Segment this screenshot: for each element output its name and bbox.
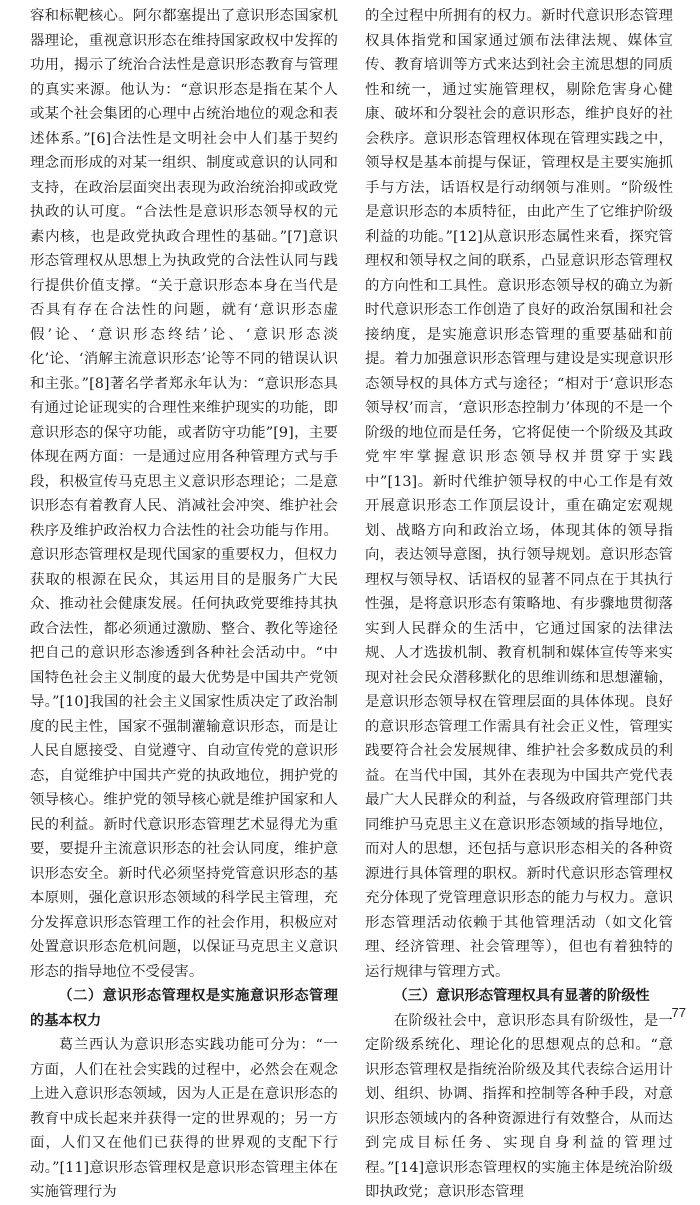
page-number: 77	[671, 1005, 686, 1020]
body-paragraph: 葛兰西认为意识形态实践功能可分为：“一方面，人们在社会实践的过程中，必然会在观念上进入意识形态领域，因为人正是在意识形态的教育中成长起来并获得一定的世界观的；另一方面，人们又在他们已获得的世界观的支配下行动。”[11]意识形态管理权是意识形态管理主体在实施管理行为	[30, 1037, 338, 1200]
body-paragraph: 的全过程中所拥有的权力。新时代意识形态管理权具体指党和国家通过颁布法律法规、媒体宣传、教育培训等方式来达到社会主流思想的同质性和统一，通过实施管理权，剔除危害身心健康、破坏和分裂社会的意识形态，维护良好的社会秩序。意识形态管理权体现在管理实践之中，领导权是基本前提与保证，管理权是主要实施抓手与方法，话语权是行动纲领与准则。“阶级性是意识形态的本质特征，由此产生了它维护阶级利益的功能。”[12]从意识形态属性来看，探究管理权和领导权之间的联系，凸显意识形态管理权的方向性和工具性。意识形态领导权的确立为新时代意识形态工作创造了良好的政治氛围和社会接纳度，是实施意识形态管理的重要基础和前提。着力加强意识形态管理与建设是实现意识形态领导权的具体方式与途径；“相对于‘意识形态领导权’而言，‘意识形态控制力’体现的不是一个阶级的地位而是任务，它将促使一个阶级及其政党牢牢掌握意识形态领导权并贯穿于实践中”[13]。新时代维护领导权的中心工作是有效开展意识形态工作顶层设计，重在确定宏观规划、战略方向和政治立场，体现其体的领导指向，表达领导意图，执行领导规划。意识形态管理权与领导权、话语权的显著不同点在于其执行性强，是将意识形态有策略地、有步骤地贯彻落实到人民群众的生活中，它通过国家的法律法规、人才选拔机制、教育机制和媒体宣传等来实现对社会民众潜移默化的思维训练和思想灌输，是意识形态领导权在管理层面的具体体现。良好的意识形态管理工作需具有社会正义性，管理实践要符合社会发展规律、维护社会多数成员的利益。在当代中国，其外在表现为中国共产党代表最广大人民群众的利益，与各级政府管理部门共同维护马克思主义在意识形态领域的指导地位，而对人的思想，还包括与意识形态相关的各种资源进行具体管理的职权。新时代意识形态管理权充分体现了党管理意识形态的能力与权力。意识形态管理活动依赖于其他管理活动（如文化管理、经济管理、社会管理等），但也有着独特的运行规律与管理方式。	[365, 8, 673, 980]
body-paragraph: 在阶级社会中，意识形态具有阶级性，是一定阶级系统化、理论化的思想观点的总和。“意识形态管理权是指统治阶级及其代表综合运用计划、组织、协调、指挥和控制等各种手段，对意识形态领域内的各种资源进行有效整合，从而达到完成目标任务、实现自身利益的管理过程。”[14]意识形态管理权的实施主体是统治阶级即执政党；意识形态管理	[365, 1012, 673, 1200]
left-column	[30, 4, 338, 1205]
section-heading: （二）意识形态管理权是实施意识形态管理的基本权力	[30, 988, 338, 1029]
right-column	[365, 4, 673, 1205]
body-paragraph: 容和标靶核心。阿尔都塞提出了意识形态国家机器理论，重视意识形态在维持国家政权中发挥的功用，揭示了统治合法性是意识形态教育与管理的真实来源。他认为：“意识形态是指在某个人或某个社会集团的心理中占统治地位的观念和表述体系。”[6]合法性是文明社会中人们基于契约理念而形成的对某一组织、制度或意识的认同和支持，在政治层面突出表现为政治统治抑或政党执政的认可度。“合法性是意识形态领导权的元素内核，也是政党执政合理性的基础。”[7]意识形态管理权从思想上为执政党的合法性认同与践行提供价值支撑。“关于意识形态本身在当代是否具有存在合法性的问题，就有‘意识形态虚假’论、‘意识形态终结’论、‘意识形态淡化’论、‘消解主流意识形态’论等不同的错误认识和主张。”[8]著名学者郑永年认为：“意识形态具有通过论证现实的合理性来维护现实的功能，即意识形态的保守功能，或者防守功能”[9]，主要体现在两方面：一是通过应用各种管理方式与手段，积极宣传马克思主义意识形态理论；二是意识形态有着教育人民、消减社会冲突、维护社会秩序及维护政治权力合法性的社会功能与作用。意识形态管理权是现代国家的重要权力，但权力获取的根源在民众，其运用目的是服务广大民众、推动社会健康发展。任何执政党要维持其执政合法性，都必须通过激励、整合、教化等途径把自己的意识形态渗透到各种社会活动中。“中国特色社会主义制度的最大优势是中国共产党领导。”[10]我国的社会主义国家性质决定了政治制度的民主性，国家不强制灌输意识形态，而是让人民自愿接受、自觉遵守、自动宣传党的意识形态，自觉维护中国共产党的执政地位，拥护党的领导核心。维护党的领导核心就是维护国家和人民的利益。新时代意识形态管理艺术显得尤为重要，要提升主流意识形态的社会认同度，维护意识形态安全。新时代必须坚持党管意识形态的基本原则，强化意识形态领域的科学民主管理，充分发挥意识形态管理工作的社会作用，积极应对处置意识形态危机问题，以保证马克思主义意识形态的指导地位不受侵害。	[30, 8, 338, 980]
section-heading: （三）意识形态管理权具有显著的阶级性	[393, 988, 650, 1004]
